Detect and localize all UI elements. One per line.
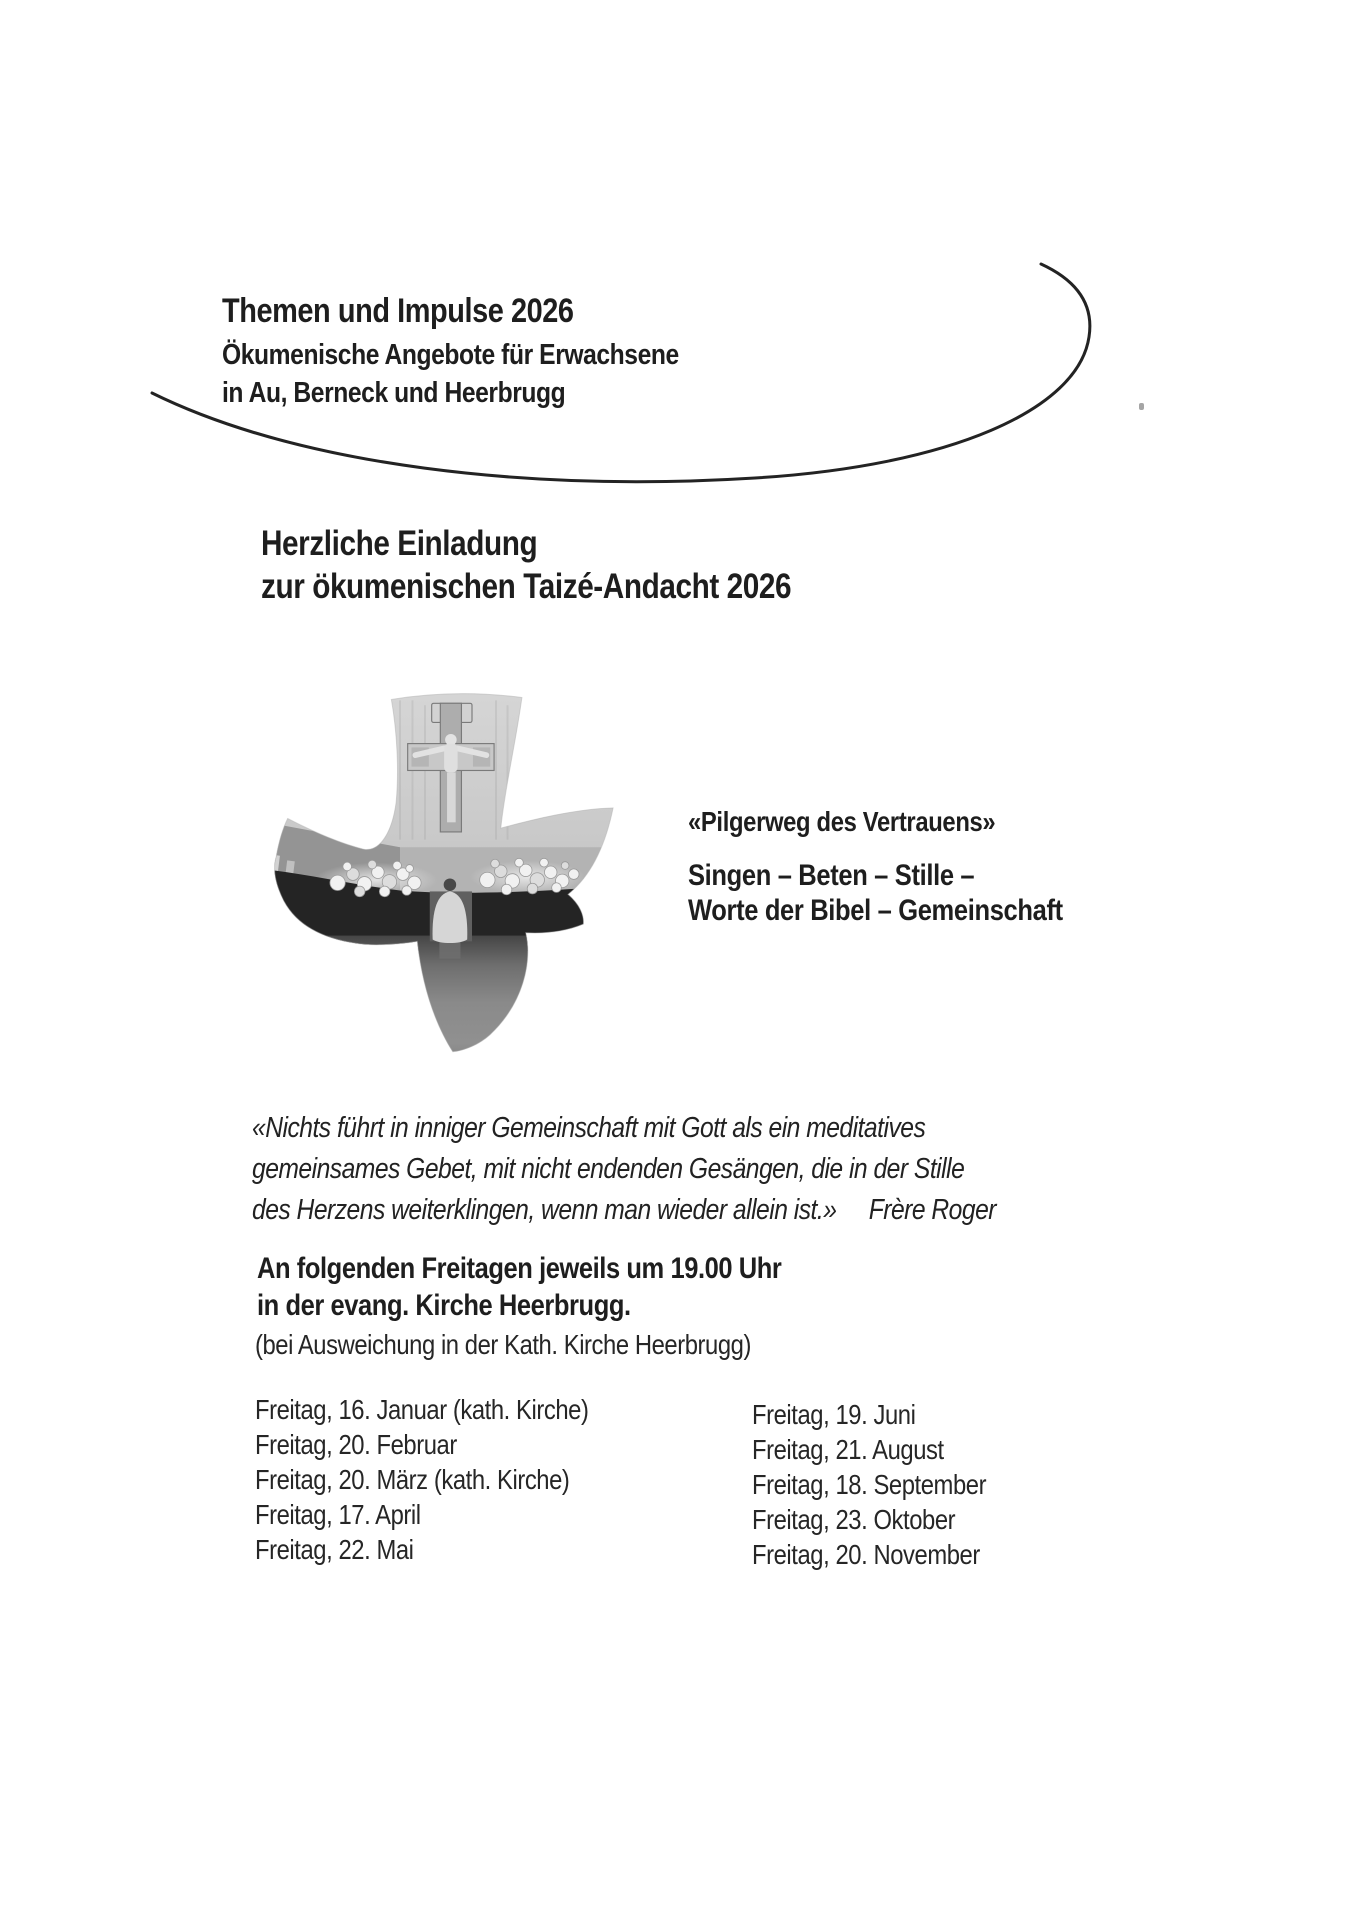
schedule-heading-line-2: in der evang. Kirche Heerbrugg. — [257, 1289, 631, 1322]
subtitle-line-2: in Au, Berneck und Heerbrugg — [222, 377, 566, 409]
schedule-heading — [257, 1250, 781, 1324]
quote-line-3 — [252, 1190, 996, 1231]
quote-line-2: gemeinsames Gebet, mit nicht endenden Gesängen, die in der Stille — [252, 1153, 965, 1185]
date-item: Freitag, 23. Oktober — [752, 1504, 956, 1535]
subtitle-line-1: Ökumenische Angebote für Erwachsene — [222, 339, 679, 371]
motto-line-2: Worte der Bibel – Gemeinschaft — [688, 894, 1063, 927]
date-item: Freitag, 20. Februar — [255, 1429, 457, 1460]
date-item: Freitag, 16. Januar (kath. Kirche) — [255, 1394, 589, 1425]
page-title: Themen und Impulse 2026 — [222, 292, 574, 330]
invitation-heading — [261, 522, 791, 608]
quote-line-1: «Nichts führt in inniger Gemeinschaft mit Gott als ein meditatives — [252, 1112, 926, 1144]
quote-block — [252, 1108, 996, 1231]
date-item: Freitag, 21. August — [752, 1434, 944, 1465]
invitation-line-1: Herzliche Einladung — [261, 524, 538, 563]
motto-lines — [688, 858, 1063, 928]
date-item: Freitag, 17. April — [255, 1499, 421, 1530]
date-item: Freitag, 20. März (kath. Kirche) — [255, 1464, 570, 1495]
invitation-line-2: zur ökumenischen Taizé-Andacht 2026 — [261, 567, 792, 606]
taize-dove-cross-photo — [256, 686, 640, 1070]
schedule-heading-line-1: An folgenden Freitagen jeweils um 19.00 Uhr — [257, 1252, 782, 1285]
page-subtitle — [222, 336, 679, 412]
quote-line-3-text: des Herzens weiterklingen, wenn man wieder allein ist.» — [252, 1194, 837, 1226]
dove-photo-content — [256, 686, 640, 1070]
date-item: Freitag, 22. Mai — [255, 1534, 414, 1565]
schedule-note: (bei Ausweichung in der Kath. Kirche Heerbrugg) — [255, 1329, 751, 1360]
date-item: Freitag, 20. November — [752, 1539, 980, 1570]
scan-speck — [1139, 403, 1144, 410]
motto-line-1: Singen – Beten – Stille – — [688, 859, 975, 892]
quote-attribution: Frère Roger — [868, 1194, 996, 1226]
date-list-left — [255, 1392, 588, 1567]
date-item: Freitag, 19. Juni — [752, 1399, 916, 1430]
motto-heading: «Pilgerweg des Vertrauens» — [688, 806, 996, 837]
date-item: Freitag, 18. September — [752, 1469, 987, 1500]
date-list-right — [752, 1397, 986, 1572]
